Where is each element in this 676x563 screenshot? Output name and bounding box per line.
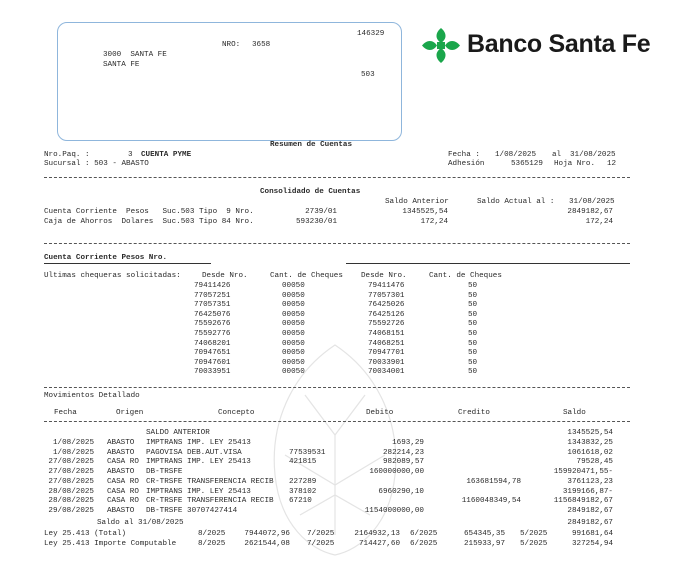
movement-debito: 282214,23 <box>382 448 424 457</box>
movement-fecha: 29/08/2025 <box>48 506 94 515</box>
cheq-desde: 70033951 <box>194 368 231 377</box>
movement-debito: 1154000000,00 <box>364 506 424 515</box>
cheq-desde-2: 70034001 <box>368 368 405 377</box>
movement-origen: CASA RO <box>107 458 139 467</box>
movement-debito: 6960290,10 <box>378 487 424 496</box>
cheq-desde: 70947601 <box>194 358 231 367</box>
cheq-desde-2: 70033901 <box>368 358 405 367</box>
movement-concepto: IMPTRANS IMP. LEY 25413 <box>146 458 251 467</box>
movement-fecha: 1/08/2025 <box>52 448 94 457</box>
movement-ref: 378102 <box>289 487 317 496</box>
ley-period: 6/2025 <box>410 530 438 538</box>
address-box <box>57 22 402 141</box>
col-concepto: Concepto <box>218 409 255 417</box>
cheq-cant: 00050 <box>282 330 305 338</box>
cheq-cant: 00050 <box>282 349 305 358</box>
account-section-title: Cuenta Corriente Pesos Nro. <box>44 254 168 262</box>
movement-ref: 421815 <box>289 458 317 467</box>
movement-fecha: 1/08/2025 <box>52 439 94 447</box>
movement-saldo: 79528,45 <box>576 458 613 467</box>
movement-credito: 1160048349,54 <box>461 497 521 506</box>
saldo-al-value: 2849182,67 <box>567 519 613 527</box>
movement-concepto: CR-TRSFE TRANSFERENCIA RECIB <box>146 497 274 506</box>
cheq-desde-2: 74068251 <box>368 339 405 348</box>
movement-saldo: 159920471,55- <box>553 468 613 477</box>
ley-value: 215933,97 <box>463 540 505 548</box>
movement-origen: CASA RO <box>107 477 139 486</box>
cheq-cant: 00050 <box>282 358 305 367</box>
movement-debito: 982089,57 <box>382 458 424 467</box>
banco-santa-fe-cross-logo-icon <box>421 27 461 64</box>
cheq-desde: 75592776 <box>194 330 231 338</box>
movement-concepto: IMPTRANS IMP. LEY 25413 <box>146 439 251 447</box>
col-cant-2: Cant. de Cheques <box>429 272 502 280</box>
hoja-value: 12 <box>607 160 617 168</box>
cheq-cant-2: 50 <box>468 310 478 319</box>
movement-saldo: 2849182,67 <box>567 506 613 515</box>
movement-saldo: 3761123,23 <box>567 477 613 486</box>
cheq-cant: 00050 <box>282 310 305 319</box>
title-underline <box>346 263 630 264</box>
fecha-from: 1/08/2025 <box>495 151 537 159</box>
col-saldo-actual-date: 31/08/2025 <box>569 198 615 206</box>
movement-concepto: PAGOVISA DEB.AUT.VISA <box>146 448 242 457</box>
cheq-cant: 00050 <box>282 320 305 329</box>
consolidated-row-nro: 2739/01 <box>305 208 337 216</box>
movement-debito: 160000000,00 <box>369 468 424 477</box>
divider <box>44 387 630 388</box>
cheq-desde-2: 79411476 <box>368 282 405 290</box>
col-fecha: Fecha <box>54 409 77 417</box>
cheq-desde: 77057251 <box>194 291 231 300</box>
col-desde: Desde Nro. <box>202 272 248 280</box>
cheq-desde: 76425076 <box>194 310 231 319</box>
cheq-desde-2: 74068151 <box>368 330 405 338</box>
nro-label: NRO: <box>222 41 241 49</box>
col-desde-2: Desde Nro. <box>361 272 407 280</box>
divider <box>44 421 630 422</box>
cheq-cant-2: 50 <box>468 282 478 290</box>
movement-fecha: 27/08/2025 <box>48 458 94 467</box>
cheq-cant: 00050 <box>282 339 305 348</box>
cheq-desde-2: 77057301 <box>368 291 405 300</box>
movement-fecha: 28/08/2025 <box>48 487 94 496</box>
cheq-cant: 00050 <box>282 368 305 377</box>
movement-concepto: DB-TRSFE 30707427414 <box>146 506 238 515</box>
ley-value: 991681,64 <box>571 530 613 538</box>
ley-value: 654345,35 <box>463 530 505 538</box>
movement-saldo: 1156849182,67 <box>553 497 613 506</box>
title-underline <box>44 263 211 264</box>
movement-origen: ABASTO <box>107 448 135 457</box>
address-line-1: 3000 SANTA FE <box>103 51 167 59</box>
cheq-desde: 79411426 <box>194 282 231 290</box>
col-cant: Cant. de Cheques <box>270 272 343 280</box>
ley-value: 714427,60 <box>358 540 400 548</box>
ley-period: 8/2025 <box>198 530 226 538</box>
saldo-al-label: Saldo al 31/08/2025 <box>97 519 184 527</box>
movement-origen: ABASTO <box>107 506 135 515</box>
col-debito: Debito <box>366 409 394 417</box>
consolidated-row-prev: 172,24 <box>420 218 448 226</box>
saldo-anterior-value: 1345525,54 <box>567 429 613 437</box>
cheq-cant-2: 50 <box>468 349 478 358</box>
cheq-desde-2: 70947701 <box>368 349 405 358</box>
cheq-desde: 75592676 <box>194 320 231 329</box>
ley-period: 5/2025 <box>520 530 548 538</box>
movement-concepto: DB-TRSFE <box>146 468 183 477</box>
ley-value: 2621544,08 <box>244 540 290 548</box>
ley-value: 7944072,96 <box>244 530 290 538</box>
movement-origen: CASA RO <box>107 487 139 496</box>
ley-period: 7/2025 <box>307 540 335 548</box>
summary-title: Resumen de Cuentas <box>270 141 353 149</box>
hoja-label: Hoja Nro. <box>554 160 596 168</box>
branch-code: 503 <box>361 71 375 79</box>
cheq-cant-2: 50 <box>468 368 478 377</box>
movement-fecha: 27/08/2025 <box>48 477 94 486</box>
sucursal: Sucursal : 503 - ABASTO <box>44 160 149 168</box>
nro-value: 3658 <box>252 41 271 49</box>
movement-saldo: 1343832,25 <box>567 439 613 447</box>
cheq-desde-2: 76425126 <box>368 310 405 319</box>
ley-label: Ley 25.413 Importe Computable <box>44 540 177 548</box>
ley-period: 5/2025 <box>520 540 548 548</box>
consolidated-row-current: 2849182,67 <box>567 208 613 216</box>
cheq-cant-2: 50 <box>468 330 478 338</box>
cheq-label: Ultimas chequeras solicitadas: <box>44 272 181 280</box>
consolidated-row-prev: 1345525,54 <box>402 208 448 216</box>
nro-paq-value: 3 <box>128 151 133 159</box>
col-origen: Origen <box>116 409 144 417</box>
nro-paq-label: Nro.Paq. : <box>44 151 90 159</box>
consolidated-row-current: 172,24 <box>585 218 613 226</box>
consolidated-row-nro: 593230/01 <box>295 218 337 226</box>
adhesion-value: 5365129 <box>511 160 543 168</box>
movement-saldo: 3199166,87- <box>562 487 613 496</box>
cheq-cant: 00050 <box>282 301 305 310</box>
cheq-cant: 00050 <box>282 282 305 290</box>
movements-title: Movimientos Detallado <box>44 392 140 400</box>
consolidated-title: Consolidado de Cuentas <box>260 188 361 196</box>
movement-ref: 77539531 <box>289 448 326 457</box>
cheq-desde-2: 75592726 <box>368 320 405 329</box>
movement-saldo: 1061618,02 <box>567 448 613 457</box>
ley-value: 2164932,13 <box>354 530 400 538</box>
consolidated-row-desc: Cuenta Corriente Pesos Suc.503 Tipo 9 Nro. <box>44 208 254 216</box>
ley-period: 7/2025 <box>307 530 335 538</box>
consolidated-row-desc: Caja de Ahorros Dolares Suc.503 Tipo 84 Nro. <box>44 218 254 226</box>
cheq-desde: 74068201 <box>194 339 231 348</box>
cheq-cant-2: 50 <box>468 301 478 310</box>
ley-period: 8/2025 <box>198 540 226 548</box>
col-saldo-actual: Saldo Actual al : <box>477 198 555 206</box>
cheq-cant-2: 50 <box>468 320 478 329</box>
cheq-cant-2: 50 <box>468 358 478 367</box>
col-saldo-anterior: Saldo Anterior <box>385 198 449 206</box>
cheq-desde: 70947651 <box>194 349 231 358</box>
movement-debito: 1693,29 <box>392 439 424 447</box>
fecha-label: Fecha : <box>448 151 480 159</box>
movement-fecha: 28/08/2025 <box>48 497 94 506</box>
cheq-cant: 00050 <box>282 291 305 300</box>
col-saldo: Saldo <box>563 409 586 417</box>
ley-value: 327254,94 <box>571 540 613 548</box>
saldo-anterior-label: SALDO ANTERIOR <box>146 429 210 437</box>
bank-name-logo: Banco Santa Fe <box>467 30 651 58</box>
col-credito: Credito <box>458 409 490 417</box>
cheq-cant-2: 50 <box>468 291 478 300</box>
movement-fecha: 27/08/2025 <box>48 468 94 477</box>
movement-ref: 67210 <box>289 497 312 506</box>
divider <box>44 243 630 244</box>
fecha-to: 31/08/2025 <box>570 151 616 159</box>
mail-code: 146329 <box>357 30 385 38</box>
adhesion-label: Adhesión <box>448 160 485 168</box>
movement-origen: ABASTO <box>107 468 135 477</box>
movement-credito: 163681594,78 <box>466 477 521 486</box>
divider <box>44 177 630 178</box>
ley-label: Ley 25.413 (Total) <box>44 530 127 538</box>
movement-origen: CASA RO <box>107 497 139 506</box>
movement-concepto: CR-TRSFE TRANSFERENCIA RECIB <box>146 477 274 486</box>
account-type: CUENTA PYME <box>141 151 192 159</box>
cheq-desde-2: 76425026 <box>368 301 405 310</box>
movement-ref: 227289 <box>289 477 317 486</box>
cheq-desde: 77057351 <box>194 301 231 310</box>
movement-concepto: IMPTRANS IMP. LEY 25413 <box>146 487 251 496</box>
cheq-cant-2: 50 <box>468 339 478 348</box>
ley-period: 6/2025 <box>410 540 438 548</box>
movement-origen: ABASTO <box>107 439 135 447</box>
fecha-al: al <box>552 151 562 159</box>
address-line-2: SANTA FE <box>103 61 140 69</box>
